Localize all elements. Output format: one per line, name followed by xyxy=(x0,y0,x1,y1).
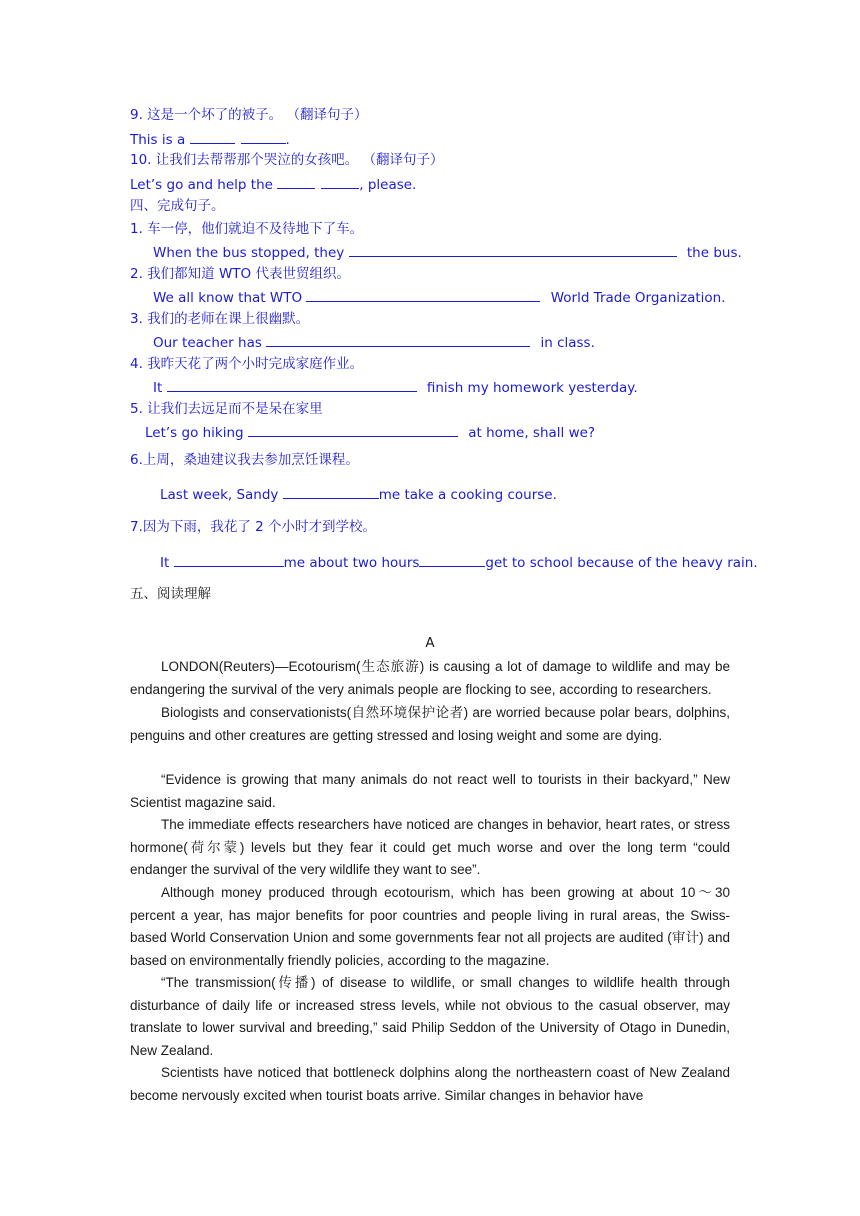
question-10-english xyxy=(130,173,416,195)
question-10-prefix: Let’s go and help the xyxy=(130,177,278,193)
item-suffix: get to school because of the heavy rain. xyxy=(485,555,758,571)
answer-blank[interactable] xyxy=(283,483,379,499)
paragraph-2: Biologists and conservationists(自然环境保护论者) are worried because polar bears, dolphins, penguins and other creatures are getting stressed and losing weight and some are dying. xyxy=(130,705,730,743)
answer-blank[interactable] xyxy=(277,173,315,189)
item-middle: me about two hours xyxy=(283,555,420,571)
item-suffix: the bus. xyxy=(682,245,742,261)
item-prefix: It xyxy=(153,380,167,396)
item-2-english xyxy=(153,286,726,308)
item-3-chinese: 3. 我们的老师在课上很幽默。 xyxy=(130,311,310,327)
answer-blank[interactable] xyxy=(306,286,540,302)
paragraph-7: Scientists have noticed that bottleneck dolphins along the northeastern coast of New Zealand become nervously excited when tourist boats arrive. Similar changes in behavior have xyxy=(130,1065,730,1103)
answer-blank[interactable] xyxy=(190,128,235,144)
question-9-prefix: This is a xyxy=(130,132,190,148)
item-prefix: Let’s go hiking xyxy=(145,425,248,441)
question-9-chinese: 9. 这是一个坏了的被子。 （翻译句子） xyxy=(130,107,368,123)
item-suffix: World Trade Organization. xyxy=(546,290,726,306)
answer-blank[interactable] xyxy=(248,421,458,437)
answer-blank[interactable] xyxy=(321,173,359,189)
paragraph-6: “The transmission(传播) of disease to wildlife, or small changes to wildlife health through disturbance of daily life or increased stress levels, while not obvious to the casual observer, may translate to lower survival and breeding,” said Philip Seddon of the University of Otago in Dunedin, New Zealand. xyxy=(130,975,730,1058)
item-4-chinese: 4. 我昨天花了两个小时完成家庭作业。 xyxy=(130,356,364,372)
paragraph-3: “Evidence is growing that many animals do not react well to tourists in their backyard,” New Scientist magazine said. xyxy=(130,772,730,810)
passage-label: A xyxy=(425,635,435,651)
item-prefix: Our teacher has xyxy=(153,335,267,351)
answer-blank[interactable] xyxy=(241,128,286,144)
item-suffix: at home, shall we? xyxy=(463,425,596,441)
item-prefix: When the bus stopped, they xyxy=(153,245,349,261)
answer-blank[interactable] xyxy=(349,241,677,257)
item-prefix: We all know that WTO xyxy=(153,290,307,306)
answer-blank[interactable] xyxy=(266,331,530,347)
paragraph-1: LONDON(Reuters)—Ecotourism(生态旅游) is causing a lot of damage to wildlife and may be endangering the survival of the very animals people are flocking to see, according to researchers. xyxy=(130,659,730,697)
item-6-english xyxy=(160,483,557,505)
item-5-english xyxy=(145,421,595,443)
section-5-heading: 五、阅读理解 xyxy=(130,586,211,602)
answer-blank[interactable] xyxy=(174,551,284,567)
question-10-suffix: , please. xyxy=(359,177,417,193)
section-4-heading: 四、完成句子。 xyxy=(130,198,225,214)
item-7-english xyxy=(160,551,758,573)
item-2-chinese: 2. 我们都知道 WTO 代表世贸组织。 xyxy=(130,266,350,282)
question-9-english xyxy=(130,128,290,150)
item-1-chinese: 1. 车一停，他们就迫不及待地下了车。 xyxy=(130,221,364,237)
item-1-english xyxy=(153,241,742,263)
paragraph-5: Although money produced through ecotourism, which has been growing at about 10～30 percent a year, has major benefits for poor countries and people living in rural areas, the Swiss-based World Conservation Union and some governments fear not all projects are audited (审计) and based on environmentally friendly policies, according to the magazine. xyxy=(130,885,730,968)
item-suffix: in class. xyxy=(536,335,595,351)
item-6-chinese: 6.上周，桑迪建议我去参加烹饪课程。 xyxy=(130,452,359,468)
item-prefix: It xyxy=(160,555,174,571)
answer-blank[interactable] xyxy=(167,376,417,392)
question-10-chinese: 10. 让我们去帮帮那个哭泣的女孩吧。 （翻译句子） xyxy=(130,152,444,168)
item-suffix: finish my homework yesterday. xyxy=(422,380,638,396)
item-5-chinese: 5. 让我们去远足而不是呆在家里 xyxy=(130,401,323,417)
answer-blank[interactable] xyxy=(419,551,485,567)
paragraph-4: The immediate effects researchers have noticed are changes in behavior, heart rates, or stress hormone(荷尔蒙) levels but they fear it could get much worse and over the long term “could endanger the survival of the very wildlife they want to see”. xyxy=(130,817,730,878)
item-suffix: me take a cooking course. xyxy=(378,487,557,503)
item-3-english xyxy=(153,331,595,353)
item-4-english xyxy=(153,376,638,398)
question-9-suffix: . xyxy=(285,132,290,148)
item-prefix: Last week, Sandy xyxy=(160,487,283,503)
item-7-chinese: 7.因为下雨，我花了 2 个小时才到学校。 xyxy=(130,519,377,535)
